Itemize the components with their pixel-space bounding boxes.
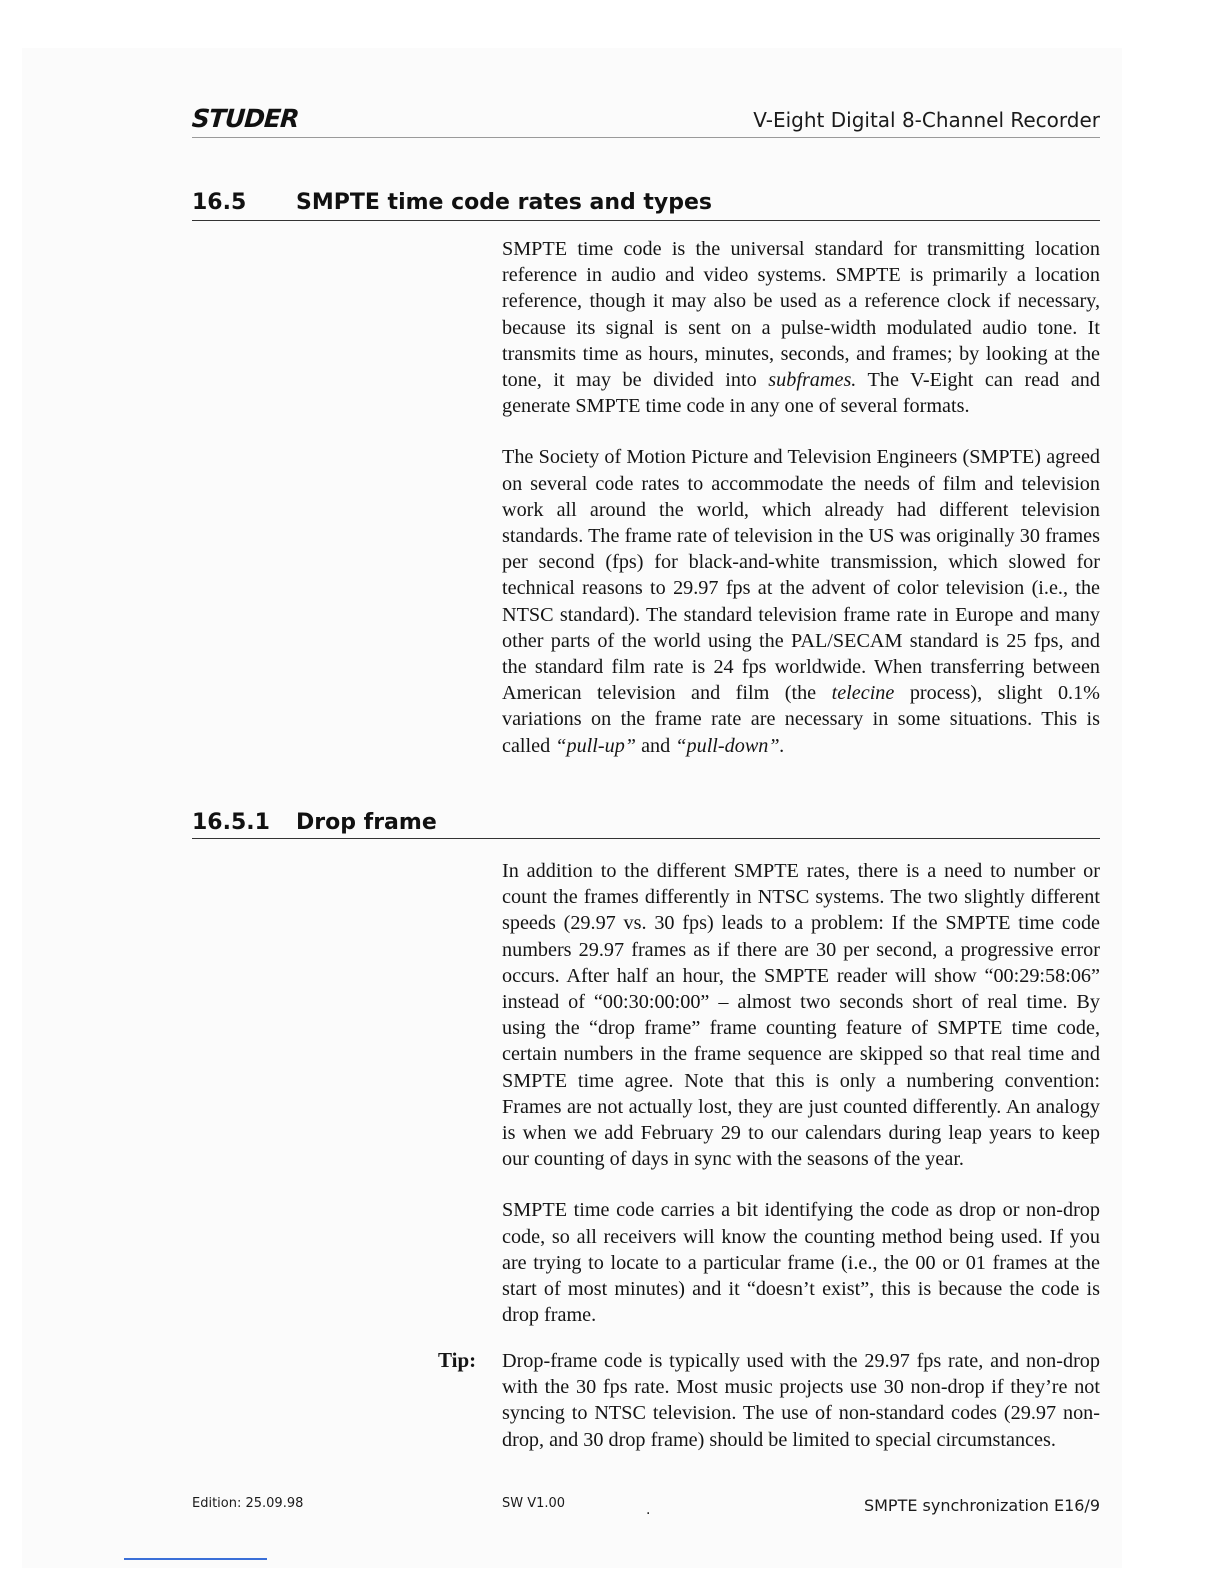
italic-term: subframes.	[768, 369, 857, 392]
section-divider	[192, 220, 1100, 221]
section-body	[502, 236, 1100, 759]
italic-term: “pull-up”	[555, 734, 637, 757]
footer-page-reference: SMPTE synchronization E16/9	[863, 1496, 1100, 1515]
subsection-body	[502, 858, 1100, 1328]
subsection-divider	[192, 838, 1100, 839]
italic-term: “pull-down”.	[675, 734, 785, 757]
subsection-title: Drop frame	[296, 810, 437, 835]
document-title: V-Eight Digital 8-Channel Recorder	[753, 108, 1100, 132]
paragraph: The Society of Motion Picture and Television Engineers (SMPTE) agreed on several code rates to accommodate the needs of film and television work all around the world, which already had different television standards. The frame rate of television in the US was originally 30 frames per second (fps) for black-and-white transmission, which slowed for technical reasons to 29.97 fps at the advent of color television (i.e., the NTSC standard). The standard television frame rate in Europe and many other parts of the world using the PAL/SECAM standard is 25 fps, and the standard film rate is 24 fps worldwide. When transferring between American television and film (the telecine process), slight 0.1% variations on the frame rate are necessary in some situations. This is called “pull-up” and “pull-down”.	[502, 446, 1100, 757]
footer-software-version: SW V1.00	[502, 1496, 566, 1511]
tip-label: Tip:	[438, 1348, 477, 1372]
footer-edition: Edition: 25.09.98	[192, 1496, 304, 1511]
section-title: SMPTE time code rates and types	[296, 190, 713, 215]
tip-text: Drop-frame code is typically used with the 29.97 fps rate, and non-drop with the 30 fps rate. Most music projects use 30 non-drop if they’re not syncing to NTSC television. The use of non-standard codes (29.97 non-drop, and 30 drop frame) should be limited to special circumstances.	[502, 1350, 1100, 1451]
paragraph: SMPTE time code carries a bit identifying the code as drop or non-drop code, so all receivers will know the counting method being used. If you are trying to locate to a particular frame (i.e., the 00 or 01 frames at the start of most minutes) and it “doesn’t exist”, this is because the code is drop frame.	[502, 1199, 1100, 1327]
tip-body	[502, 1348, 1100, 1453]
studer-logo: STUDER	[190, 104, 300, 133]
section-number: 16.5	[192, 190, 247, 215]
header-divider	[192, 137, 1100, 138]
subsection-number: 16.5.1	[192, 810, 270, 835]
paragraph: In addition to the different SMPTE rates, there is a need to number or count the frames differently in NTSC systems. The two slightly different speeds (29.97 vs. 30 fps) leads to a problem: If the SMPTE time code numbers 29.97 frames as if there are 30 per second, a progressive error occurs. After half an hour, the SMPTE reader will show “00:29:58:06” instead of “00:30:00:00” – almost two seconds short of real time. By using the “drop frame” frame counting feature of SMPTE time code, certain numbers in the frame sequence are skipped so that real time and SMPTE time agree. Note that this is only a numbering convention: Frames are not actually lost, they are just counted differently. An analogy is when we add February 29 to our calendars during leap years to keep our counting of days in sync with the seasons of the year.	[502, 860, 1100, 1171]
scan-edge-mark	[124, 1558, 267, 1560]
paragraph: SMPTE time code is the universal standard for transmitting location reference in audio and video systems. SMPTE is primarily a location reference, though it may also be used as a reference clock if necessary, because its signal is sent on a pulse-width modulated audio tone. It transmits time as hours, minutes, seconds, and frames; by looking at the tone, it may be divided into subframes. The V-Eight can read and generate SMPTE time code in any one of several formats.	[502, 238, 1100, 418]
italic-term: telecine	[831, 682, 895, 705]
footer-dot: .	[646, 1502, 651, 1518]
